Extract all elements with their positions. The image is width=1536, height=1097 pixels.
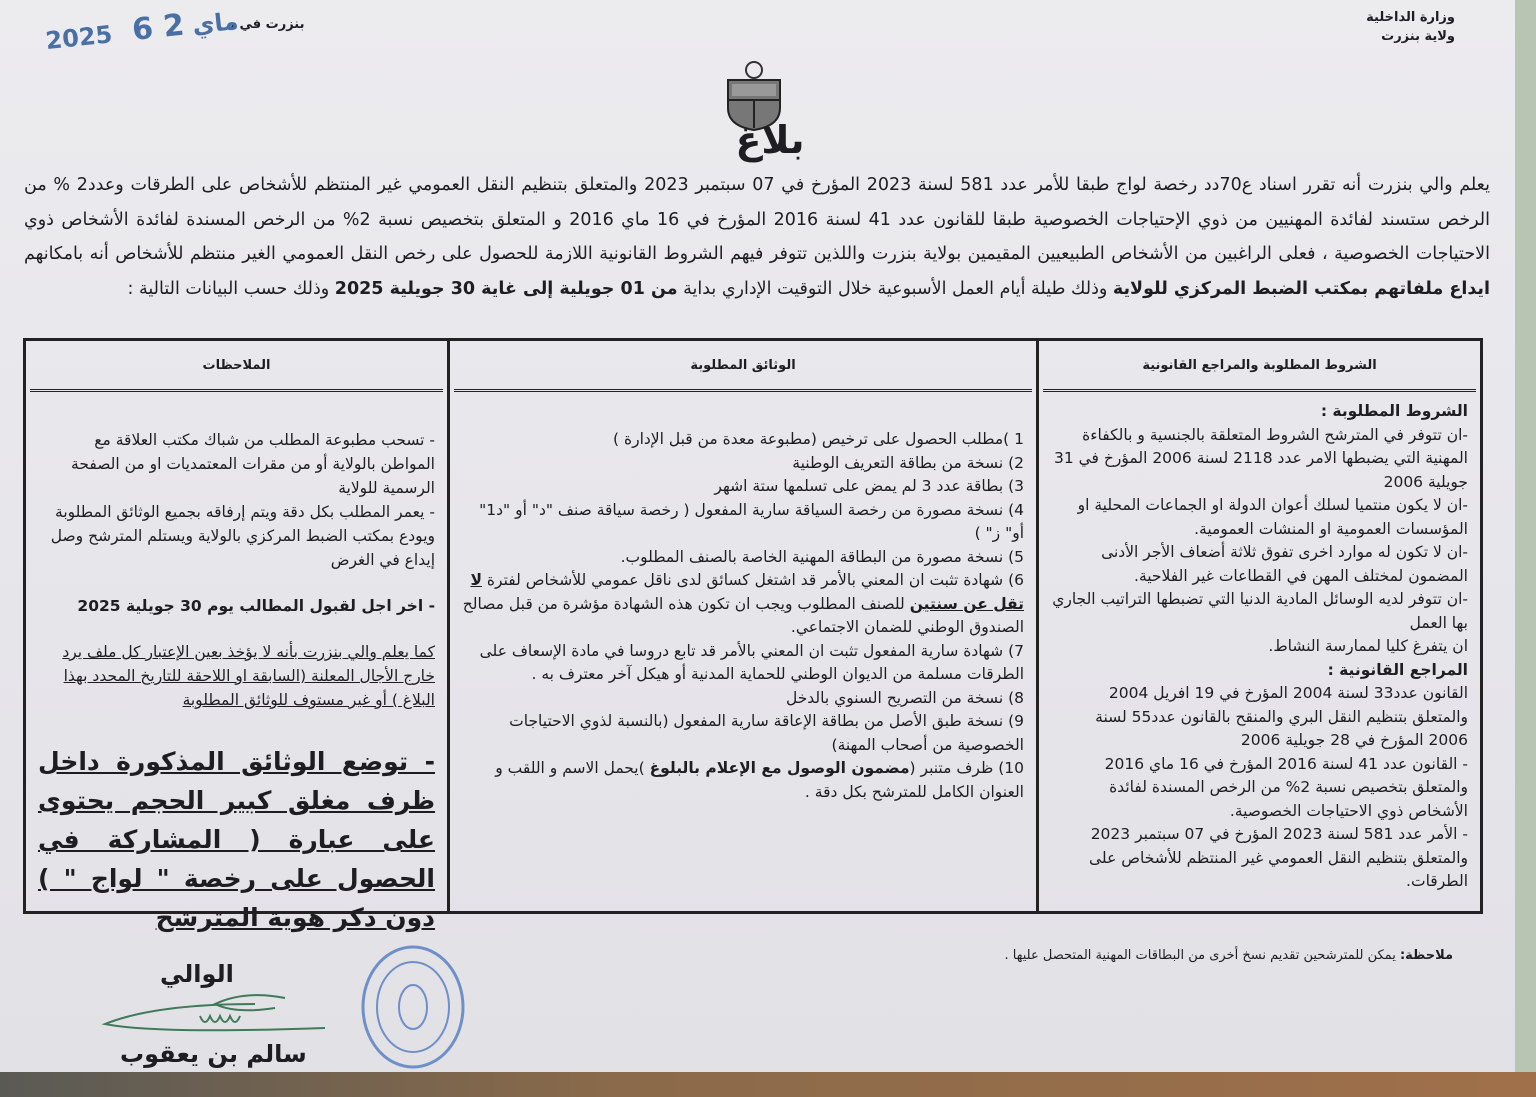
deadline-remark: - اخر اجل لقبول المطالب يوم 30 جويلية 2025 [77, 597, 435, 615]
warning-remark: كما يعلم والي بنزرت بأنه لا يؤخذ بعين الإعتبار كل ملف يرد خارج الأجال المعلنة (السابقة او اللاحقة للتاريخ المحدد بهذا البلاغ ) أو غير مستوف للوثائق المطلوبة [62, 643, 435, 709]
signatory-title: الوالي [160, 960, 234, 988]
column-header: الشروط المطلوبة والمراجع القانونية [1043, 341, 1476, 392]
column-header: الملاحظات [30, 341, 443, 392]
condition-item: -ان تتوفر لديه الوسائل المادية الدنيا التي تضبطها التراتيب الجاري بها العمل [1052, 590, 1468, 632]
date-day: 2 6 [130, 7, 186, 48]
condition-item: -ان لا يكون منتميا لسلك أعوان الدولة او الجماعات المحلية او المؤسسات العمومية او المنشات العمومية. [1077, 496, 1468, 538]
document-item: 9) نسخة طبق الأصل من بطاقة الإعاقة سارية المفعول (بالنسبة لذوي الاحتياجات الخصوصية من أصحاب المهنة) [509, 712, 1024, 754]
document-text: 10) ظرف متنبر ( [909, 759, 1024, 777]
note-text: يمكن للمترشحين تقديم نسخ أخرى من البطاقات المهنية المتحصل عليها . [1004, 948, 1400, 963]
document-emphasis: مضمون الوصول مع الإعلام بالبلوغ [649, 759, 910, 777]
documents-cell [450, 392, 1036, 804]
condition-item: -ان لا تكون له موارد اخرى تفوق ثلاثة أضعاف الأجر الأدنى المضمون لمختلف المهن في القطاعات غير الفلاحية. [1101, 543, 1468, 585]
conditions-cell [1039, 392, 1480, 894]
note-label: ملاحظة: [1399, 948, 1453, 963]
document-text: للصنف المطلوب ويجب ان تكون هذه الشهادة مؤشرة من قبل مصالح الصندوق الوطني للضمان الاجتماعي. [462, 594, 1024, 636]
intro-bold-dates: من 01 جويلية إلى غاية 30 جويلية 2025 [334, 278, 678, 299]
document-item [462, 569, 1024, 640]
legal-ref-item: - الأمر عدد 581 لسنة 2023 المؤرخ في 07 سبتمبر 2023 والمتعلق بتنظيم النقل العمومي غير المنتظم للأشخاص على الطرقات. [1089, 825, 1468, 890]
documents-column [447, 341, 1039, 911]
signatory-name: سالم بن يعقوب [120, 1040, 307, 1068]
conditions-heading: الشروط المطلوبة : [1320, 402, 1468, 420]
intro-text: وذلك حسب البيانات التالية : [127, 278, 335, 299]
page-title: بلاغ [735, 118, 805, 162]
official-seal-icon [358, 942, 468, 1072]
remark-item: - تسحب مطبوعة المطلب من شباك مكتب العلاقة مع المواطن بالولاية أو من مقرات المعتمديات او من الصفحة الرسمية للولاية [71, 431, 435, 497]
document-item: 3) بطاقة عدد 3 لم يمض على تسلمها ستة اشهر [714, 477, 1024, 495]
legal-ref-item: القانون عدد33 لسنة 2004 المؤرخ في 19 افريل 2004 والمتعلق بتنظيم النقل البري والمنقح بالقانون عدد55 لسنة 2006 المؤرخ في 28 جويلية 2006 [1095, 684, 1468, 749]
letterhead [1366, 8, 1455, 46]
footer-note [1005, 948, 1453, 963]
document-emphasis: لا تقل عن سنتين [470, 571, 1024, 613]
intro-paragraph [24, 168, 1490, 306]
place-label: بنزرت في ، [230, 17, 305, 32]
intro-bold-office: ايداع ملفاتهم بمكتب الضبط المركزي للولاية [1112, 278, 1490, 299]
remarks-cell [26, 392, 447, 937]
background-surface [0, 1072, 1536, 1097]
document-item: 4) نسخة مصورة من رخصة السياقة سارية المفعول ( رخصة سياقة صنف "د" أو "د1" أو" ز" ) [479, 500, 1024, 542]
date-stamp [44, 2, 240, 57]
intro-text: يعلم والي بنزرت أنه تقرر اسناد ع70دد رخصة لواج طبقا للأمر عدد 581 لسنة 2023 المؤرخ في 07 سبتمبر 2023 والمتعلق بتنظيم النقل العمومي غير المنتظم للأشخاص على الطرقات وعدد2 % من الرخص ستسند لفائدة المهنيين من ذوي الإحتياجات الخصوصية طبقا للقانون عدد 41 لسنة 2016 المؤرخ في 16 ماي 2016 و المتعلق بتخصيص نسبة 2% من الرخص المسندة لفائدة الأشخاص ذوي الاحتياجات الخصوصية ، فعلى الراغبين من الأشخاص الطبيعيين المقيمين بولاية بنزرت واللذين تتوفر فيهم الشروط القانونية اللازمة للحصول على رخص النقل العمومي الغير منتظم للأشخاص أنه بامكانهم [24, 175, 1490, 264]
envelope-instruction: - توضع الوثائق المذكورة داخل ظرف مغلق كبير الحجم يحتوى على عبارة ( المشاركة في الحصول على رخصة " لواج " ) دون ذكر هوية المترشح [38, 747, 435, 932]
remark-item: - يعمر المطلب بكل دقة ويتم إرفاقه بجميع الوثائق المطلوبة ويودع بمكتب الضبط المركزي بالولاية ويستلم المترشح وصل إيداع في الغرض [50, 503, 435, 569]
document-item: 2) نسخة من بطاقة التعريف الوطنية [792, 453, 1024, 472]
document-text: 6) شهادة تثبت ان المعني بالأمر قد اشتغل كسائق لدى ناقل عمومي للأشخاص لفترة [481, 571, 1024, 589]
document-item: 7) شهادة سارية المفعول تثبت ان المعني بالأمر قد تابع دروسا في مادة الإسعاف على الطرقات مسلمة من الديوان الوطني للحماية المدنية أو هيكل آخر معترف به . [479, 641, 1024, 683]
condition-item: -ان تتوفر في المترشح الشروط المتعلقة بالجنسية و بالكفاءة المهنية التي يضبطها الامر عدد 2118 لسنة 2006 المؤرخ في 31 جويلية 2006 [1053, 425, 1468, 491]
column-header: الوثائق المطلوبة [454, 341, 1032, 392]
document-item: 5) نسخة مصورة من البطاقة المهنية الخاصة بالصنف المطلوب. [620, 547, 1024, 566]
document-item: 8) نسخة من التصريح السنوي بالدخل [785, 688, 1024, 707]
document-item [462, 757, 1024, 804]
date-month: ماي [191, 6, 240, 40]
legal-ref-item: - القانون عدد 41 لسنة 2016 المؤرخ في 16 ماي 2016 والمتعلق بتخصيص نسبة 2% من الرخص المسندة لفائدة الأشخاص ذوي الاحتياجات الخصوصية. [1104, 754, 1468, 820]
date-year: 2025 [44, 20, 114, 56]
governorate-name: ولاية بنزرت [1381, 29, 1455, 44]
document-text: )يحمل الاسم و اللقب و العنوان الكامل للمترشح بكل دقة . [495, 759, 1024, 801]
document-item: 1 )مطلب الحصول على ترخيص (مطبوعة معدة من قبل الإدارة ) [613, 430, 1024, 448]
remarks-column [26, 341, 447, 932]
legal-refs-heading: المراجع القانونية : [1327, 660, 1468, 679]
conditions-column [1039, 341, 1480, 911]
ministry-name: وزارة الداخلية [1366, 10, 1455, 25]
requirements-table [23, 338, 1483, 932]
intro-text: وذلك طيلة أيام العمل الأسبوعية خلال التوقيت الإداري بداية [677, 278, 1113, 299]
condition-item: ان يتفرغ كليا لممارسة النشاط. [1268, 637, 1468, 655]
